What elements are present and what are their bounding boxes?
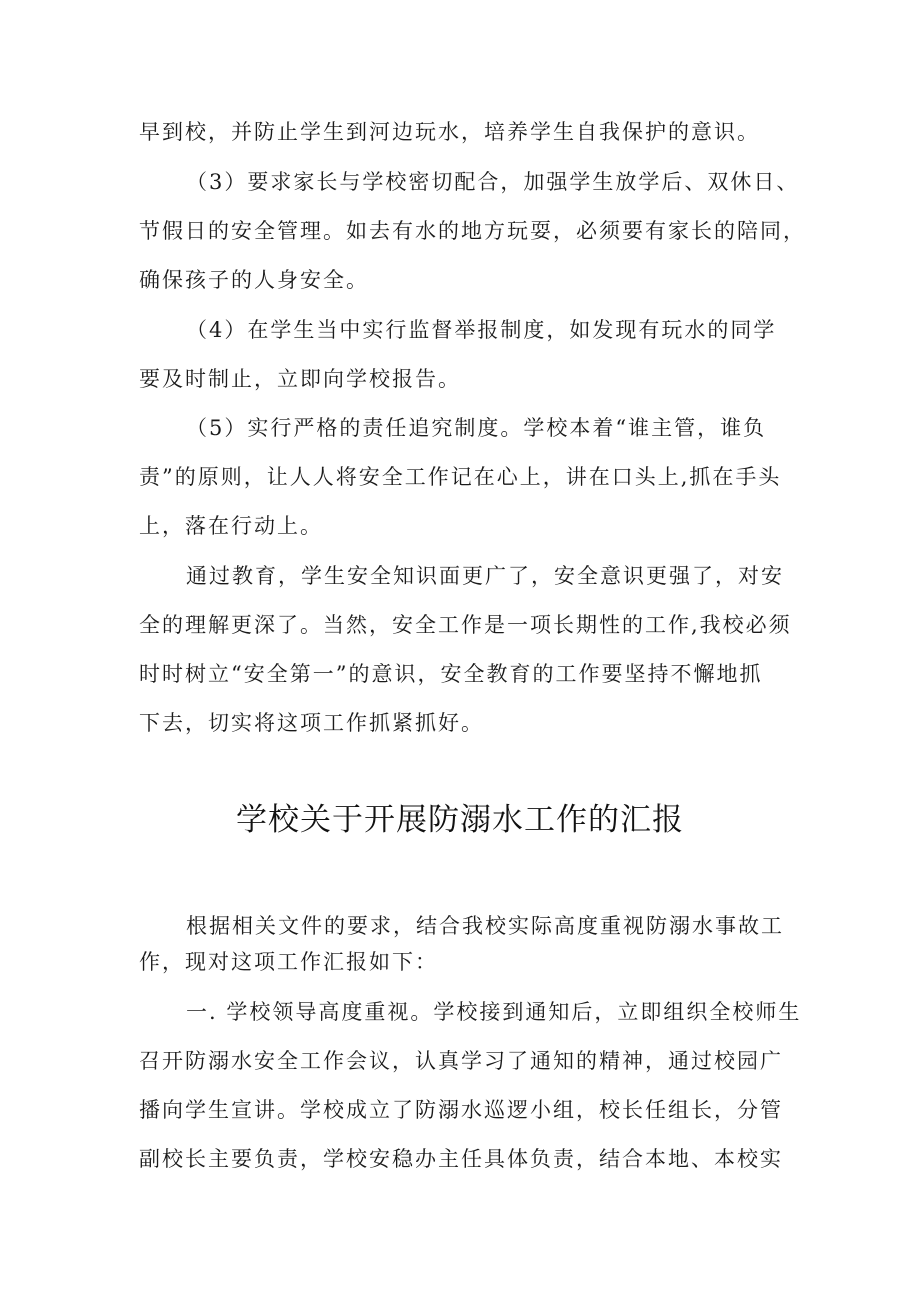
paragraph-line: （4）在学生当中实行监督举报制度，如发现有玩水的同学 xyxy=(186,318,777,342)
paragraph-line: （5）实行严格的责任追究制度。学校本着“谁主管，谁负 xyxy=(186,416,767,440)
paragraph-line: 全的理解更深了。当然，安全工作是一项长期性的工作,我校必须 xyxy=(139,613,792,637)
paragraph-line: 责”的原则，让人人将安全工作记在心上，讲在口头上,抓在手头 xyxy=(139,465,782,489)
report-title: 学校关于开展防溺水工作的汇报 xyxy=(236,802,684,838)
paragraph-line: （3）要求家长与学校密切配合，加强学生放学后、双休日、 xyxy=(186,170,800,194)
paragraph-line: 确保孩子的人身安全。 xyxy=(139,268,369,292)
paragraph-line: 一. 学校领导高度重视。学校接到通知后，立即组织全校师生 xyxy=(186,1000,802,1024)
paragraph-line: 根据相关文件的要求，结合我校实际高度重视防溺水事故工 xyxy=(186,914,784,938)
paragraph-line: 节假日的安全管理。如去有水的地方玩耍，必须要有家长的陪同， xyxy=(139,219,806,243)
paragraph-line: 播向学生宣讲。学校成立了防溺水巡逻小组，校长任组长，分管 xyxy=(139,1098,783,1122)
paragraph-line: 召开防溺水安全工作会议，认真学习了通知的精神，通过校园广 xyxy=(139,1049,783,1073)
paragraph-line: 要及时制止，立即向学校报告。 xyxy=(139,367,461,391)
paragraph-line: 下去，切实将这项工作抓紧抓好。 xyxy=(139,711,484,735)
paragraph-line: 副校长主要负责，学校安稳办主任具体负责，结合本地、本校实 xyxy=(139,1147,783,1171)
paragraph-line: 上，落在行动上。 xyxy=(139,514,323,538)
paragraph-line: 时时树立“安全第一”的意识，安全教育的工作要坚持不懈地抓 xyxy=(139,662,763,686)
paragraph-line: 作，现对这项工作汇报如下： xyxy=(139,950,438,974)
paragraph-line: 通过教育，学生安全知识面更广了，安全意识更强了，对安 xyxy=(186,564,784,588)
paragraph-line: 早到校，并防止学生到河边玩水，培养学生自我保护的意识。 xyxy=(139,120,760,144)
